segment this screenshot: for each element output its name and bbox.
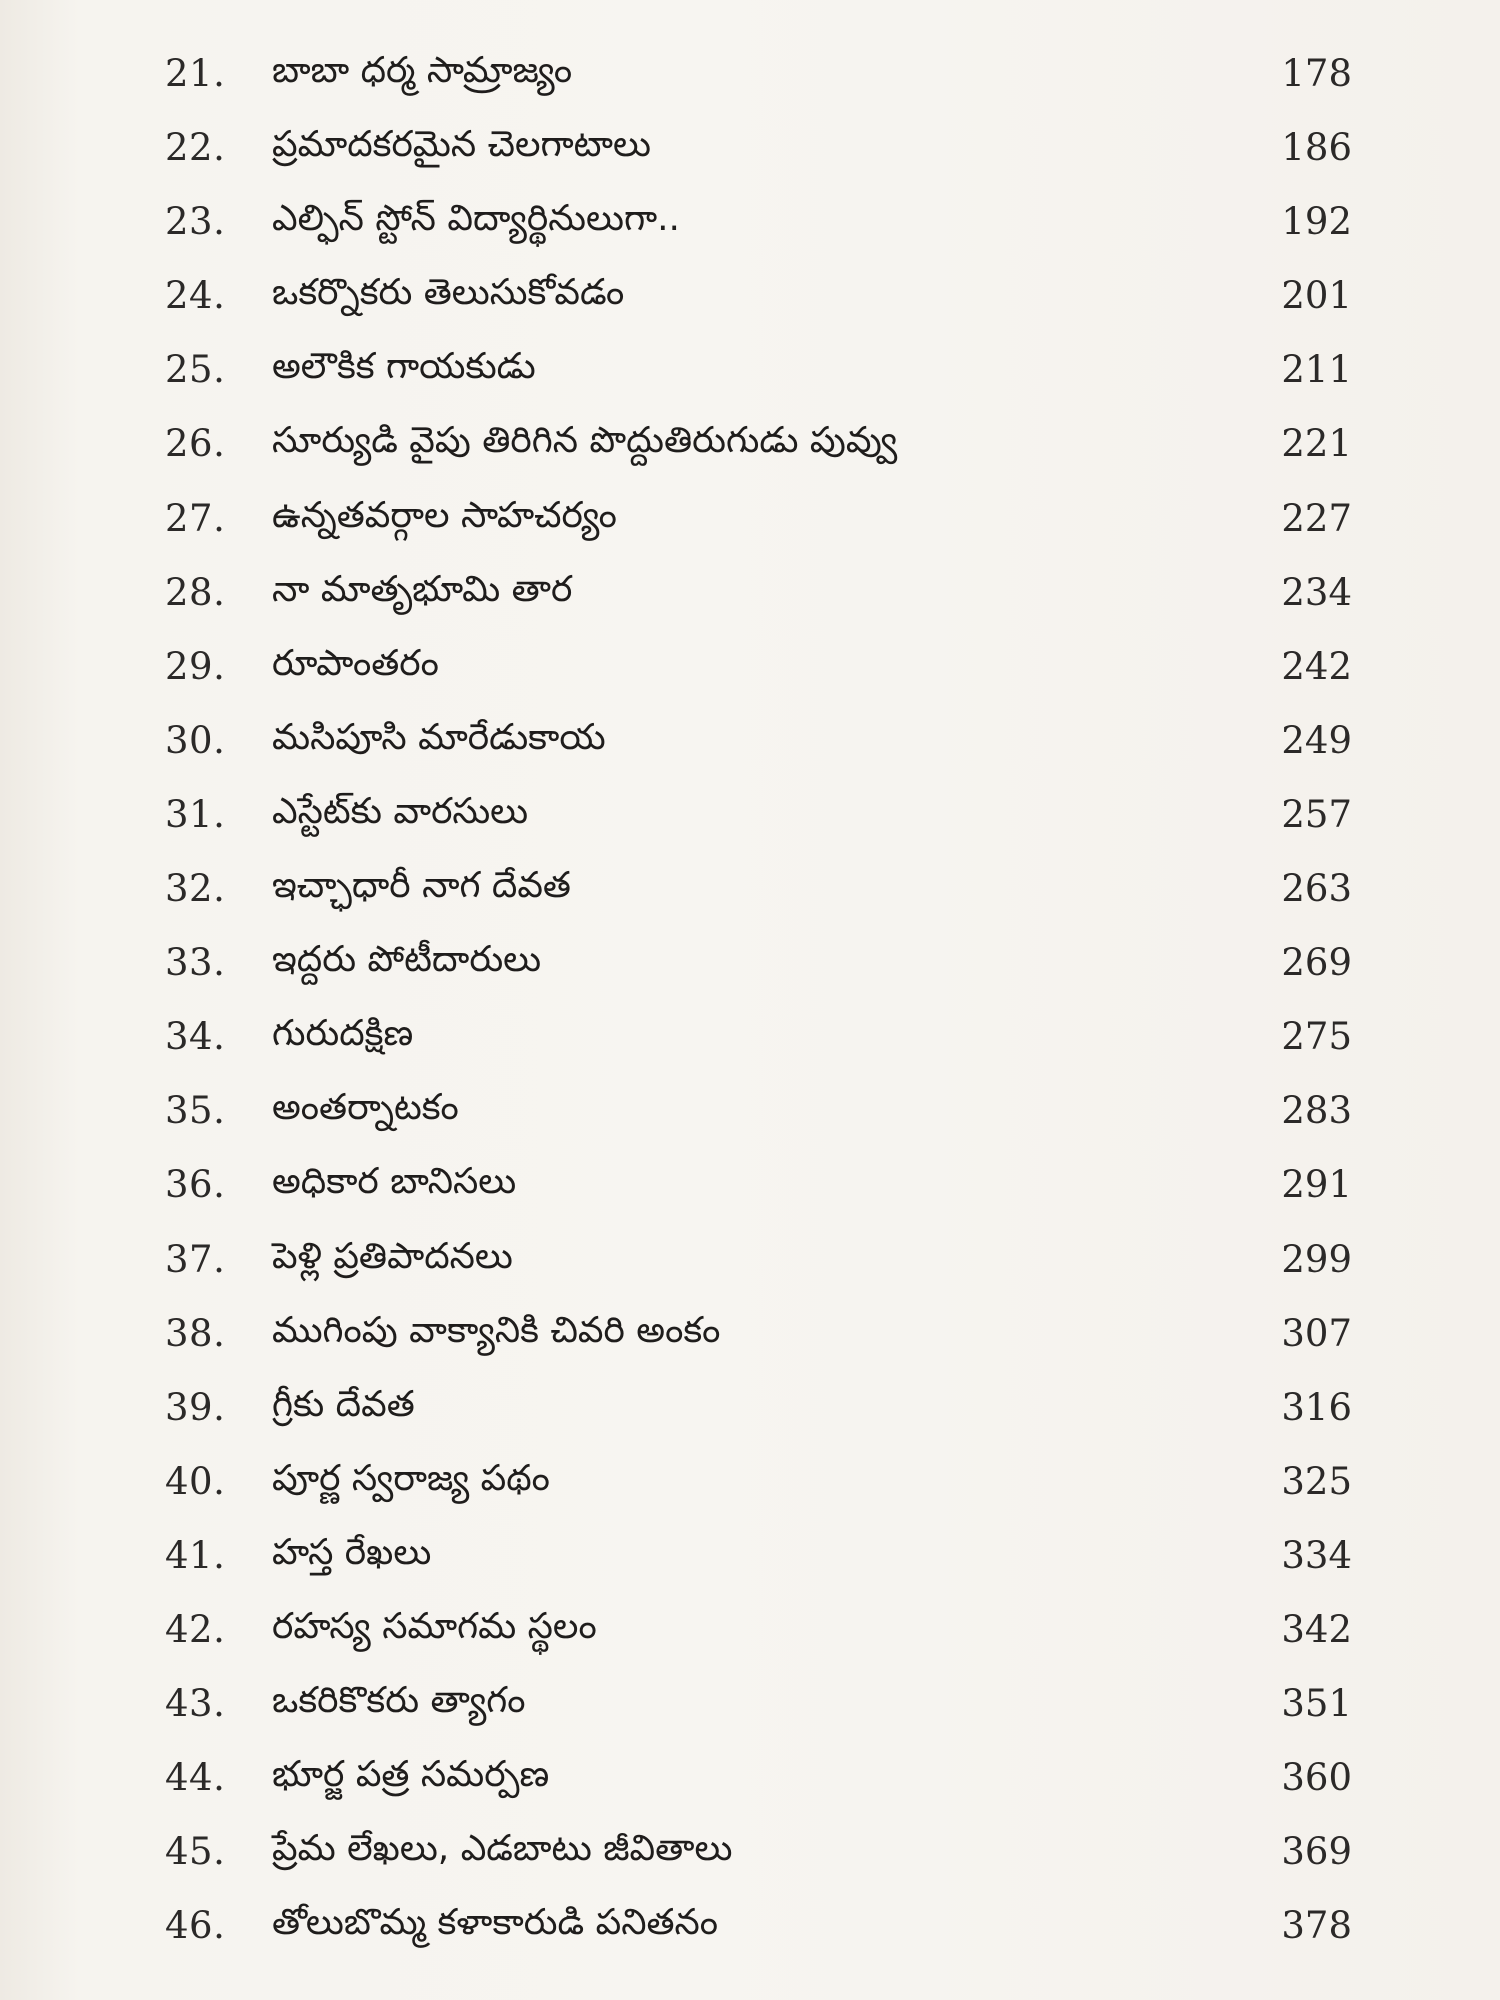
- page-number: 351: [1281, 1682, 1352, 1726]
- page-number: 234: [1281, 570, 1352, 614]
- page-number: 291: [1281, 1163, 1352, 1207]
- toc-entry: [0, 44, 1500, 118]
- page-number: 221: [1281, 422, 1352, 466]
- toc-entry: [0, 711, 1500, 785]
- chapter-number: 46.: [165, 1904, 226, 1948]
- page-number: 269: [1281, 941, 1352, 985]
- toc-entry: [0, 1674, 1500, 1748]
- chapter-number: 30.: [165, 718, 226, 762]
- chapter-title: మసిపూసి మారేడుకాయ: [272, 716, 606, 758]
- chapter-title: భూర్జ పత్ర సమర్పణ: [272, 1754, 550, 1796]
- chapter-number: 24.: [165, 274, 226, 318]
- page-number: 257: [1281, 792, 1352, 836]
- chapter-number: 22.: [165, 126, 226, 170]
- chapter-title: ఎల్ఫిన్ స్టోన్ విద్యార్థినులుగా..: [272, 198, 681, 240]
- chapter-title: ఇద్దరు పోటీదారులు: [272, 939, 542, 981]
- chapter-title: నా మాతృభూమి తార: [272, 568, 573, 610]
- chapter-number: 45.: [165, 1830, 226, 1874]
- chapter-number: 33.: [165, 941, 226, 985]
- page-number: 227: [1281, 496, 1352, 540]
- chapter-title: ముగింపు వాక్యానికి చివరి అంకం: [272, 1309, 721, 1351]
- page-number: 201: [1281, 274, 1352, 318]
- page-number: 307: [1281, 1311, 1352, 1355]
- chapter-title: సూర్యుడి వైపు తిరిగిన పొద్దుతిరుగుడు పువ్వు: [272, 420, 898, 462]
- chapter-title: ఇచ్ఛాధారీ నాగ దేవత: [272, 865, 571, 907]
- toc-entry: [0, 563, 1500, 637]
- page-number: 316: [1281, 1385, 1352, 1429]
- toc-entry: [0, 933, 1500, 1007]
- chapter-number: 39.: [165, 1385, 226, 1429]
- page-number: 378: [1281, 1904, 1352, 1948]
- toc-entry: [0, 489, 1500, 563]
- page-number: 360: [1281, 1756, 1352, 1800]
- chapter-number: 26.: [165, 422, 226, 466]
- page-number: 242: [1281, 644, 1352, 688]
- toc-entry: [0, 266, 1500, 340]
- toc-entry: [0, 1081, 1500, 1155]
- chapter-number: 31.: [165, 792, 226, 836]
- page-number: 186: [1281, 126, 1352, 170]
- toc-entry: [0, 1748, 1500, 1822]
- toc-entry: [0, 859, 1500, 933]
- toc-entry: [0, 340, 1500, 414]
- chapter-number: 40.: [165, 1459, 226, 1503]
- chapter-number: 36.: [165, 1163, 226, 1207]
- toc-entry: [0, 785, 1500, 859]
- chapter-title: రూపాంతరం: [272, 642, 439, 684]
- chapter-title: అంతర్నాటకం: [272, 1087, 459, 1129]
- chapter-number: 41.: [165, 1533, 226, 1577]
- toc-entry: [0, 1526, 1500, 1600]
- page-number: 342: [1281, 1607, 1352, 1651]
- chapter-number: 37.: [165, 1237, 226, 1281]
- chapter-number: 35.: [165, 1089, 226, 1133]
- chapter-title: ప్రమాదకరమైన చెలగాటాలు: [272, 124, 651, 166]
- chapter-number: 43.: [165, 1682, 226, 1726]
- chapter-title: ఉన్నతవర్గాల సాహచర్యం: [272, 494, 617, 536]
- chapter-number: 32.: [165, 867, 226, 911]
- chapter-title: రహస్య సమాగమ స్థలం: [272, 1605, 597, 1647]
- chapter-title: పూర్ణ స్వరాజ్య పథం: [272, 1457, 550, 1499]
- chapter-title: గ్రీకు దేవత: [272, 1383, 415, 1425]
- toc-entry: [0, 1452, 1500, 1526]
- chapter-title: హస్త రేఖలు: [272, 1531, 432, 1573]
- toc-entry: [0, 1155, 1500, 1229]
- toc-entry: [0, 1896, 1500, 1970]
- table-of-contents: [0, 44, 1500, 1970]
- chapter-number: 23.: [165, 200, 226, 244]
- chapter-title: అధికార బానిసలు: [272, 1161, 517, 1203]
- toc-entry: [0, 637, 1500, 711]
- toc-entry: [0, 1600, 1500, 1674]
- toc-entry: [0, 1822, 1500, 1896]
- chapter-title: ఎస్టేట్‌కు వారసులు: [272, 790, 529, 832]
- page-number: 249: [1281, 718, 1352, 762]
- chapter-number: 21.: [165, 52, 226, 95]
- page-number: 325: [1281, 1459, 1352, 1503]
- chapter-number: 25.: [165, 348, 226, 392]
- page-number: 299: [1281, 1237, 1352, 1281]
- toc-entry: [0, 118, 1500, 192]
- chapter-number: 42.: [165, 1607, 226, 1651]
- toc-entry: [0, 1230, 1500, 1304]
- page-number: 192: [1281, 200, 1352, 244]
- toc-entry: [0, 414, 1500, 488]
- chapter-title: ఒకరికొకరు త్యాగం: [272, 1680, 526, 1722]
- toc-entry: [0, 192, 1500, 266]
- chapter-title: బాబా ధర్మ సామ్రాజ్యం: [272, 50, 573, 91]
- chapter-number: 44.: [165, 1756, 226, 1800]
- chapter-number: 28.: [165, 570, 226, 614]
- page-number: 178: [1281, 52, 1352, 95]
- chapter-number: 34.: [165, 1015, 226, 1059]
- chapter-number: 29.: [165, 644, 226, 688]
- page-number: 283: [1281, 1089, 1352, 1133]
- chapter-title: పెళ్లి ప్రతిపాదనలు: [272, 1235, 513, 1277]
- page-number: 369: [1281, 1830, 1352, 1874]
- toc-entry: [0, 1378, 1500, 1452]
- chapter-title: తోలుబొమ్మ కళాకారుడి పనితనం: [272, 1902, 718, 1944]
- toc-entry: [0, 1007, 1500, 1081]
- chapter-title: ప్రేమ లేఖలు, ఎడబాటు జీవితాలు: [272, 1828, 733, 1870]
- chapter-title: ఒకర్నొకరు తెలుసుకోవడం: [272, 272, 625, 314]
- chapter-title: అలౌకిక గాయకుడు: [272, 346, 536, 388]
- chapter-title: గురుదక్షిణ: [272, 1013, 414, 1055]
- chapter-number: 27.: [165, 496, 226, 540]
- page-number: 334: [1281, 1533, 1352, 1577]
- chapter-number: 38.: [165, 1311, 226, 1355]
- toc-entry: [0, 1304, 1500, 1378]
- page-number: 275: [1281, 1015, 1352, 1059]
- page-number: 263: [1281, 867, 1352, 911]
- page-number: 211: [1281, 348, 1352, 392]
